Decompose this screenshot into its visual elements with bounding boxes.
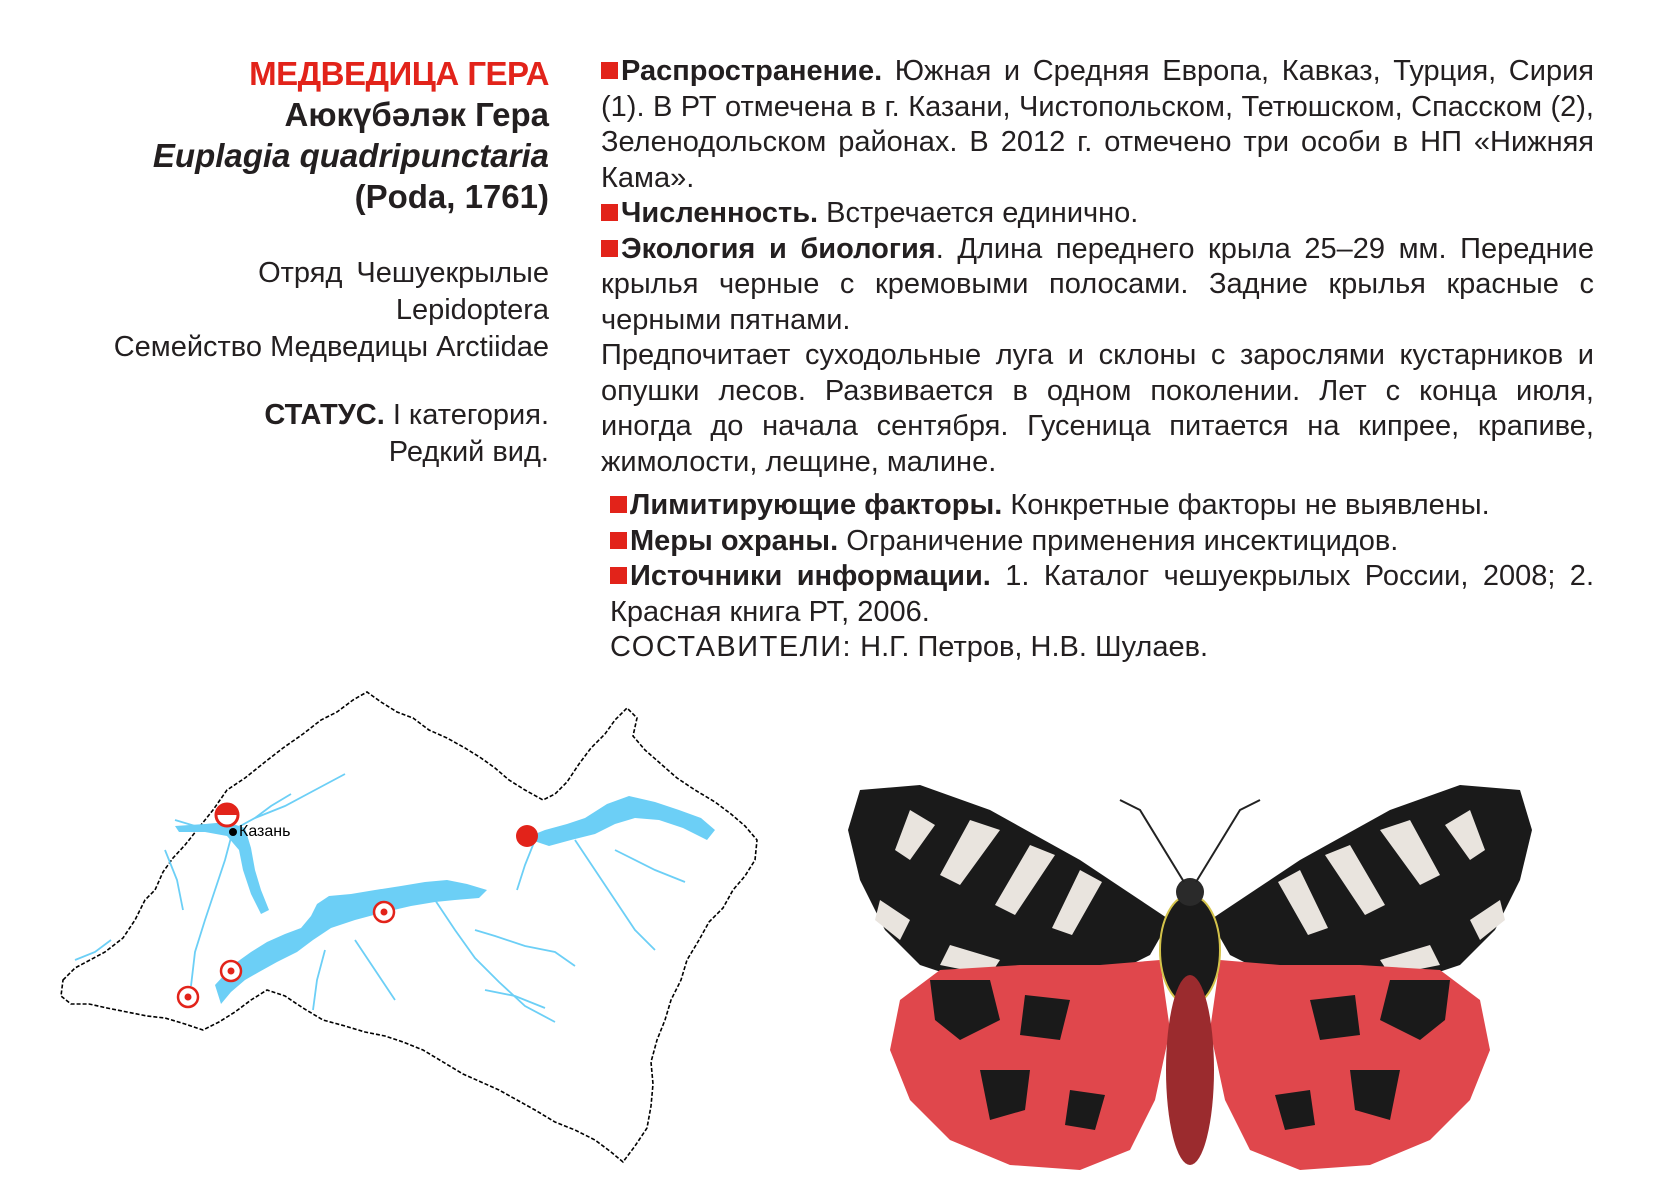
distribution-paragraph	[601, 54, 1594, 196]
red-square-icon	[610, 496, 627, 513]
species-russian-name: МЕДВЕДИЦА ГЕРА	[249, 55, 549, 92]
city-label-kazan: Казань	[239, 823, 291, 840]
species-header	[29, 55, 549, 215]
sources-paragraph	[610, 559, 1594, 630]
status-text: I категория.	[384, 399, 549, 431]
sources-text: 1. Каталог чешуекрылых России, 2008; 2. Красная книга РТ, 2006.	[610, 560, 1594, 628]
protection-text: Ограничение применения инсектицидов.	[838, 524, 1399, 557]
map-border	[61, 692, 757, 1162]
ecology-paragraph	[601, 232, 1594, 339]
limiting-paragraph	[610, 488, 1594, 524]
red-square-icon	[610, 532, 627, 549]
status-note: Редкий вид.	[388, 436, 549, 468]
ecology-text: . Длина переднего крыла 25–29 мм. Передние крылья черные с кремовыми полосами. Задние крылья красные с черными пятнами.	[601, 232, 1594, 336]
moth-illustration	[840, 770, 1540, 1190]
species-tatar-name: Аюкүбәләк Гера	[284, 96, 549, 133]
species-latin-name: Euplagia quadripunctaria	[152, 137, 549, 174]
chistopol-marker	[374, 902, 394, 922]
distribution-map	[55, 690, 785, 1195]
distribution-heading: Распространение.	[621, 55, 883, 87]
ecology-paragraph-2: Предпочитает суходольные луга и склоны с зарослями кустарников и опушки лесов. Развивается в одном поколении. Лет с конца июля, иногда до начала сентября. Гусеница питается на кипрее, крапиве, жимолости, лещине, малине.	[601, 339, 1594, 478]
forewing-left	[848, 785, 1170, 992]
status-block	[29, 397, 549, 471]
order-latin: Lepidoptera	[395, 294, 549, 326]
red-square-icon	[610, 567, 627, 584]
limiting-text: Конкретные факторы не выявлены.	[1002, 489, 1490, 521]
species-author: (Poda, 1761)	[354, 178, 549, 215]
red-square-icon	[601, 204, 618, 221]
tetyushi-marker	[221, 961, 241, 981]
protection-paragraph	[610, 524, 1594, 560]
abundance-paragraph	[601, 196, 1594, 232]
red-square-icon	[601, 240, 618, 257]
hindwing-right	[1210, 960, 1490, 1170]
spassk-marker	[178, 987, 198, 1007]
limiting-heading: Лимитирующие факторы.	[630, 489, 1003, 521]
forewing-right	[1210, 785, 1532, 992]
ecology-heading: Экология и биология	[621, 232, 936, 265]
status-label: СТАТУС.	[264, 399, 385, 431]
family-label: Семейство Медведицы Arctiidae	[113, 331, 549, 363]
taxonomy-block	[29, 255, 549, 366]
red-square-icon	[601, 62, 618, 79]
order-label: Отряд Чешуекрылые	[258, 257, 549, 289]
abundance-text: Встречается единично.	[818, 197, 1139, 229]
description-block	[601, 54, 1594, 666]
distribution-text: Южная и Средняя Европа, Кавказ, Турция, Сирия (1). В РТ отмечена в г. Казани, Чистопольском, Тетюшском, Спасском (2), Зеленодольском районах. В 2012 г. отмечено три особи в НП «Нижняя Кама».	[601, 55, 1594, 194]
protection-heading: Меры охраны.	[630, 524, 839, 557]
authors-line	[610, 630, 1594, 666]
nizhnyaya-kama-marker	[516, 825, 538, 847]
abundance-heading: Численность.	[621, 197, 819, 229]
authors-names: Н.Г. Петров, Н.В. Шулаев.	[852, 631, 1209, 663]
authors-label: СОСТАВИТЕЛИ:	[610, 631, 853, 663]
hindwing-left	[890, 960, 1170, 1170]
sources-heading: Источники информации.	[630, 560, 991, 592]
